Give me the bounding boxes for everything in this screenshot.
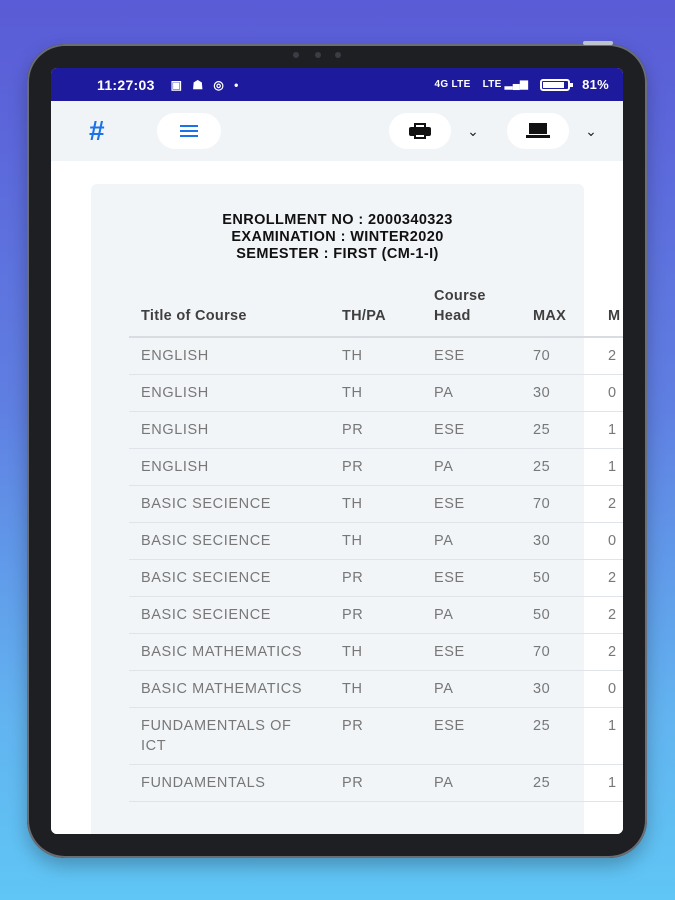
table-row (129, 412, 623, 449)
cell-course-title: BASIC SECIENCE (129, 523, 330, 560)
column-th-pa: TH/PA (330, 286, 422, 337)
table-row (129, 375, 623, 412)
cell-max: 50 (521, 560, 596, 597)
cell-course-title: BASIC MATHEMATICS (129, 634, 330, 671)
signal-icon: LTE ▂▄▆ (482, 79, 529, 90)
whatsapp-icon: ◎ (213, 77, 225, 92)
table-row (129, 671, 623, 708)
cell-th-pa: PR (330, 560, 422, 597)
cell-min: 1 (596, 708, 623, 765)
cell-course-head: ESE (422, 560, 521, 597)
cell-th-pa: TH (330, 375, 422, 412)
cell-course-head: ESE (422, 412, 521, 449)
enrollment-number: ENROLLMENT NO : 2000340323 (222, 212, 453, 228)
cell-course-title: FUNDAMENTALS (129, 765, 330, 802)
chevron-down-icon[interactable]: ⌄ (467, 122, 479, 139)
app-screen (51, 68, 623, 834)
cell-course-head: ESE (422, 337, 521, 375)
cell-max: 25 (521, 765, 596, 802)
cell-min: 2 (596, 337, 623, 375)
cell-course-title: BASIC SECIENCE (129, 560, 330, 597)
table-row (129, 449, 623, 486)
cell-course-head: PA (422, 523, 521, 560)
cell-max: 30 (521, 671, 596, 708)
cell-min: 1 (596, 449, 623, 486)
app-toolbar (51, 101, 623, 161)
message-icon: ▣ (170, 77, 183, 92)
cell-max: 70 (521, 486, 596, 523)
cell-course-title: FUNDAMENTALS OF ICT (129, 708, 330, 765)
cell-th-pa: PR (330, 708, 422, 765)
table-header-row (129, 286, 623, 337)
tablet-frame (27, 44, 647, 858)
table-row (129, 486, 623, 523)
table-row (129, 634, 623, 671)
snapchat-icon: ☗ (192, 77, 204, 92)
cell-max: 30 (521, 375, 596, 412)
cell-th-pa: PR (330, 449, 422, 486)
camera-icon (315, 52, 321, 58)
cell-th-pa: PR (330, 765, 422, 802)
cell-course-head: PA (422, 375, 521, 412)
cell-course-title: ENGLISH (129, 375, 330, 412)
cell-course-head: ESE (422, 486, 521, 523)
column-max: MAX (521, 286, 596, 337)
semester-info: SEMESTER : FIRST (CM-1-I) (236, 246, 439, 262)
cell-max: 50 (521, 597, 596, 634)
cell-max: 25 (521, 449, 596, 486)
network-icon: 4G LTE (434, 79, 471, 90)
cell-course-title: BASIC SECIENCE (129, 597, 330, 634)
column-course-head: Course Head (422, 286, 521, 337)
cell-min: 0 (596, 375, 623, 412)
cell-max: 70 (521, 634, 596, 671)
examination-name: EXAMINATION : WINTER2020 (231, 229, 444, 245)
cell-course-title: BASIC MATHEMATICS (129, 671, 330, 708)
status-time: 11:27:03 (97, 76, 155, 93)
cell-th-pa: PR (330, 412, 422, 449)
table-row (129, 337, 623, 375)
result-header (91, 212, 584, 263)
cell-max: 30 (521, 523, 596, 560)
table-row (129, 523, 623, 560)
print-button[interactable] (389, 113, 451, 149)
cell-th-pa: PR (330, 597, 422, 634)
battery-icon (540, 79, 570, 91)
cell-course-title: ENGLISH (129, 449, 330, 486)
cell-course-head: ESE (422, 708, 521, 765)
laptop-icon (526, 123, 550, 139)
dot-icon: • (234, 77, 239, 92)
status-bar (51, 68, 623, 101)
cell-th-pa: TH (330, 634, 422, 671)
cell-min: 0 (596, 523, 623, 560)
menu-icon (180, 125, 198, 137)
printer-icon (409, 123, 431, 139)
cell-course-head: PA (422, 765, 521, 802)
cell-course-title: BASIC SECIENCE (129, 486, 330, 523)
cell-course-head: PA (422, 597, 521, 634)
column-min: M (596, 286, 623, 337)
cell-course-head: PA (422, 671, 521, 708)
column-title-of-course: Title of Course (129, 286, 330, 337)
battery-percent: 81% (582, 77, 609, 92)
cell-max: 25 (521, 412, 596, 449)
cell-min: 2 (596, 560, 623, 597)
cell-min: 2 (596, 597, 623, 634)
power-button (583, 41, 613, 45)
cell-course-head: PA (422, 449, 521, 486)
cell-min: 2 (596, 486, 623, 523)
cell-course-title: ENGLISH (129, 337, 330, 375)
cell-th-pa: TH (330, 523, 422, 560)
cell-course-title: ENGLISH (129, 412, 330, 449)
cell-min: 1 (596, 765, 623, 802)
table-row (129, 708, 623, 765)
cell-max: 25 (521, 708, 596, 765)
chevron-down-icon[interactable]: ⌄ (585, 122, 597, 139)
sensor-dot (293, 52, 299, 58)
cell-min: 1 (596, 412, 623, 449)
sensor-dot (335, 52, 341, 58)
device-button[interactable] (507, 113, 569, 149)
marks-table (129, 286, 623, 802)
cell-th-pa: TH (330, 486, 422, 523)
cell-course-head: ESE (422, 634, 521, 671)
menu-button[interactable] (157, 113, 221, 149)
result-content (51, 161, 623, 834)
cell-th-pa: TH (330, 671, 422, 708)
cell-th-pa: TH (330, 337, 422, 375)
app-logo[interactable]: # (89, 115, 105, 146)
cell-max: 70 (521, 337, 596, 375)
cell-min: 2 (596, 634, 623, 671)
table-row (129, 765, 623, 802)
cell-min: 0 (596, 671, 623, 708)
table-row (129, 597, 623, 634)
table-row (129, 560, 623, 597)
